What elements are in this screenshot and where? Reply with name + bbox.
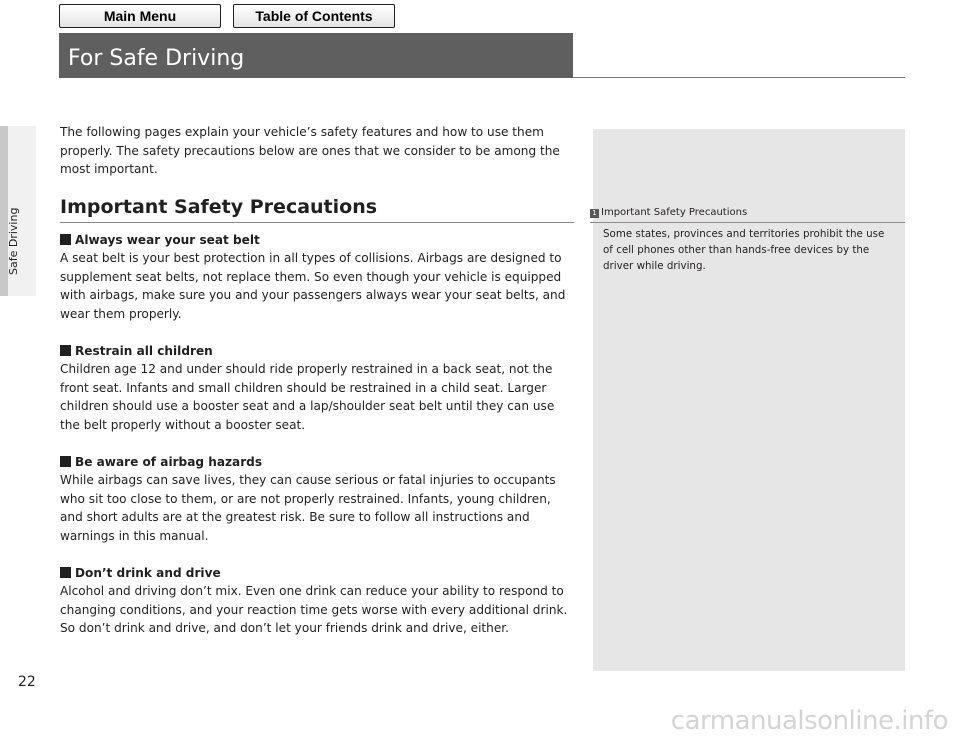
section-tab-label: Safe Driving <box>7 207 20 275</box>
precaution-item <box>60 231 574 324</box>
precaution-item <box>60 342 574 435</box>
note-title <box>590 206 905 223</box>
precaution-title-text: Always wear your seat belt <box>75 232 260 247</box>
precaution-title <box>60 342 574 361</box>
bullet-square-icon <box>60 345 71 356</box>
bullet-square-icon <box>60 567 71 578</box>
main-content <box>60 123 574 638</box>
intro-paragraph: The following pages explain your vehicle’s safety features and how to use them properly. The safety precautions below are ones that we consider to be among the most important. <box>60 125 560 176</box>
main-menu-button[interactable]: Main Menu <box>59 4 221 28</box>
page-number: 22 <box>18 674 36 690</box>
note-title-text: Important Safety Precautions <box>601 207 748 218</box>
note-text: Some states, provinces and territories prohibit the use of cell phones other than hands-free devices by the driver while driving. <box>603 228 885 272</box>
note-marker-icon: 1 <box>590 209 599 218</box>
precaution-title <box>60 453 574 472</box>
section-heading: Important Safety Precautions <box>60 196 574 223</box>
precaution-item <box>60 564 574 638</box>
bullet-square-icon <box>60 456 71 467</box>
precaution-text: Children age 12 and under should ride properly restrained in a back seat, not the front seat. Infants and small children should be restrained in a child seat. Larger children should use a booster seat and a lap/shoulder seat belt until they can use the belt properly without a booster seat. <box>60 362 555 432</box>
precaution-title <box>60 231 574 250</box>
watermark: carmanualsonline.info <box>670 706 948 736</box>
precaution-item <box>60 453 574 546</box>
precaution-text: Alcohol and driving don’t mix. Even one drink can reduce your ability to respond to changing conditions, and your reaction time gets worse with every additional drink. So don’t drink and drive, and don’t let your friends drink and drive, either. <box>60 584 568 635</box>
precaution-text: While airbags can save lives, they can cause serious or fatal injuries to occupants who sit too close to them, or are not properly restrained. Infants, young children, and short adults are at the greatest risk. Be sure to follow all instructions and warnings in this manual. <box>60 473 556 543</box>
title-rule <box>573 77 905 78</box>
precaution-text: A seat belt is your best protection in all types of collisions. Airbags are designed to supplement seat belts, not replace them. So even though your vehicle is equipped with airbags, make sure you and your passengers always wear your seat belts, and wear them properly. <box>60 251 566 321</box>
bullet-square-icon <box>60 234 71 245</box>
page-title: For Safe Driving <box>68 46 245 71</box>
precaution-title-text: Restrain all children <box>75 343 213 358</box>
table-of-contents-button[interactable]: Table of Contents <box>233 4 395 28</box>
precaution-title-text: Be aware of airbag hazards <box>75 454 263 469</box>
precaution-title-text: Don’t drink and drive <box>75 565 221 580</box>
precaution-title <box>60 564 574 583</box>
